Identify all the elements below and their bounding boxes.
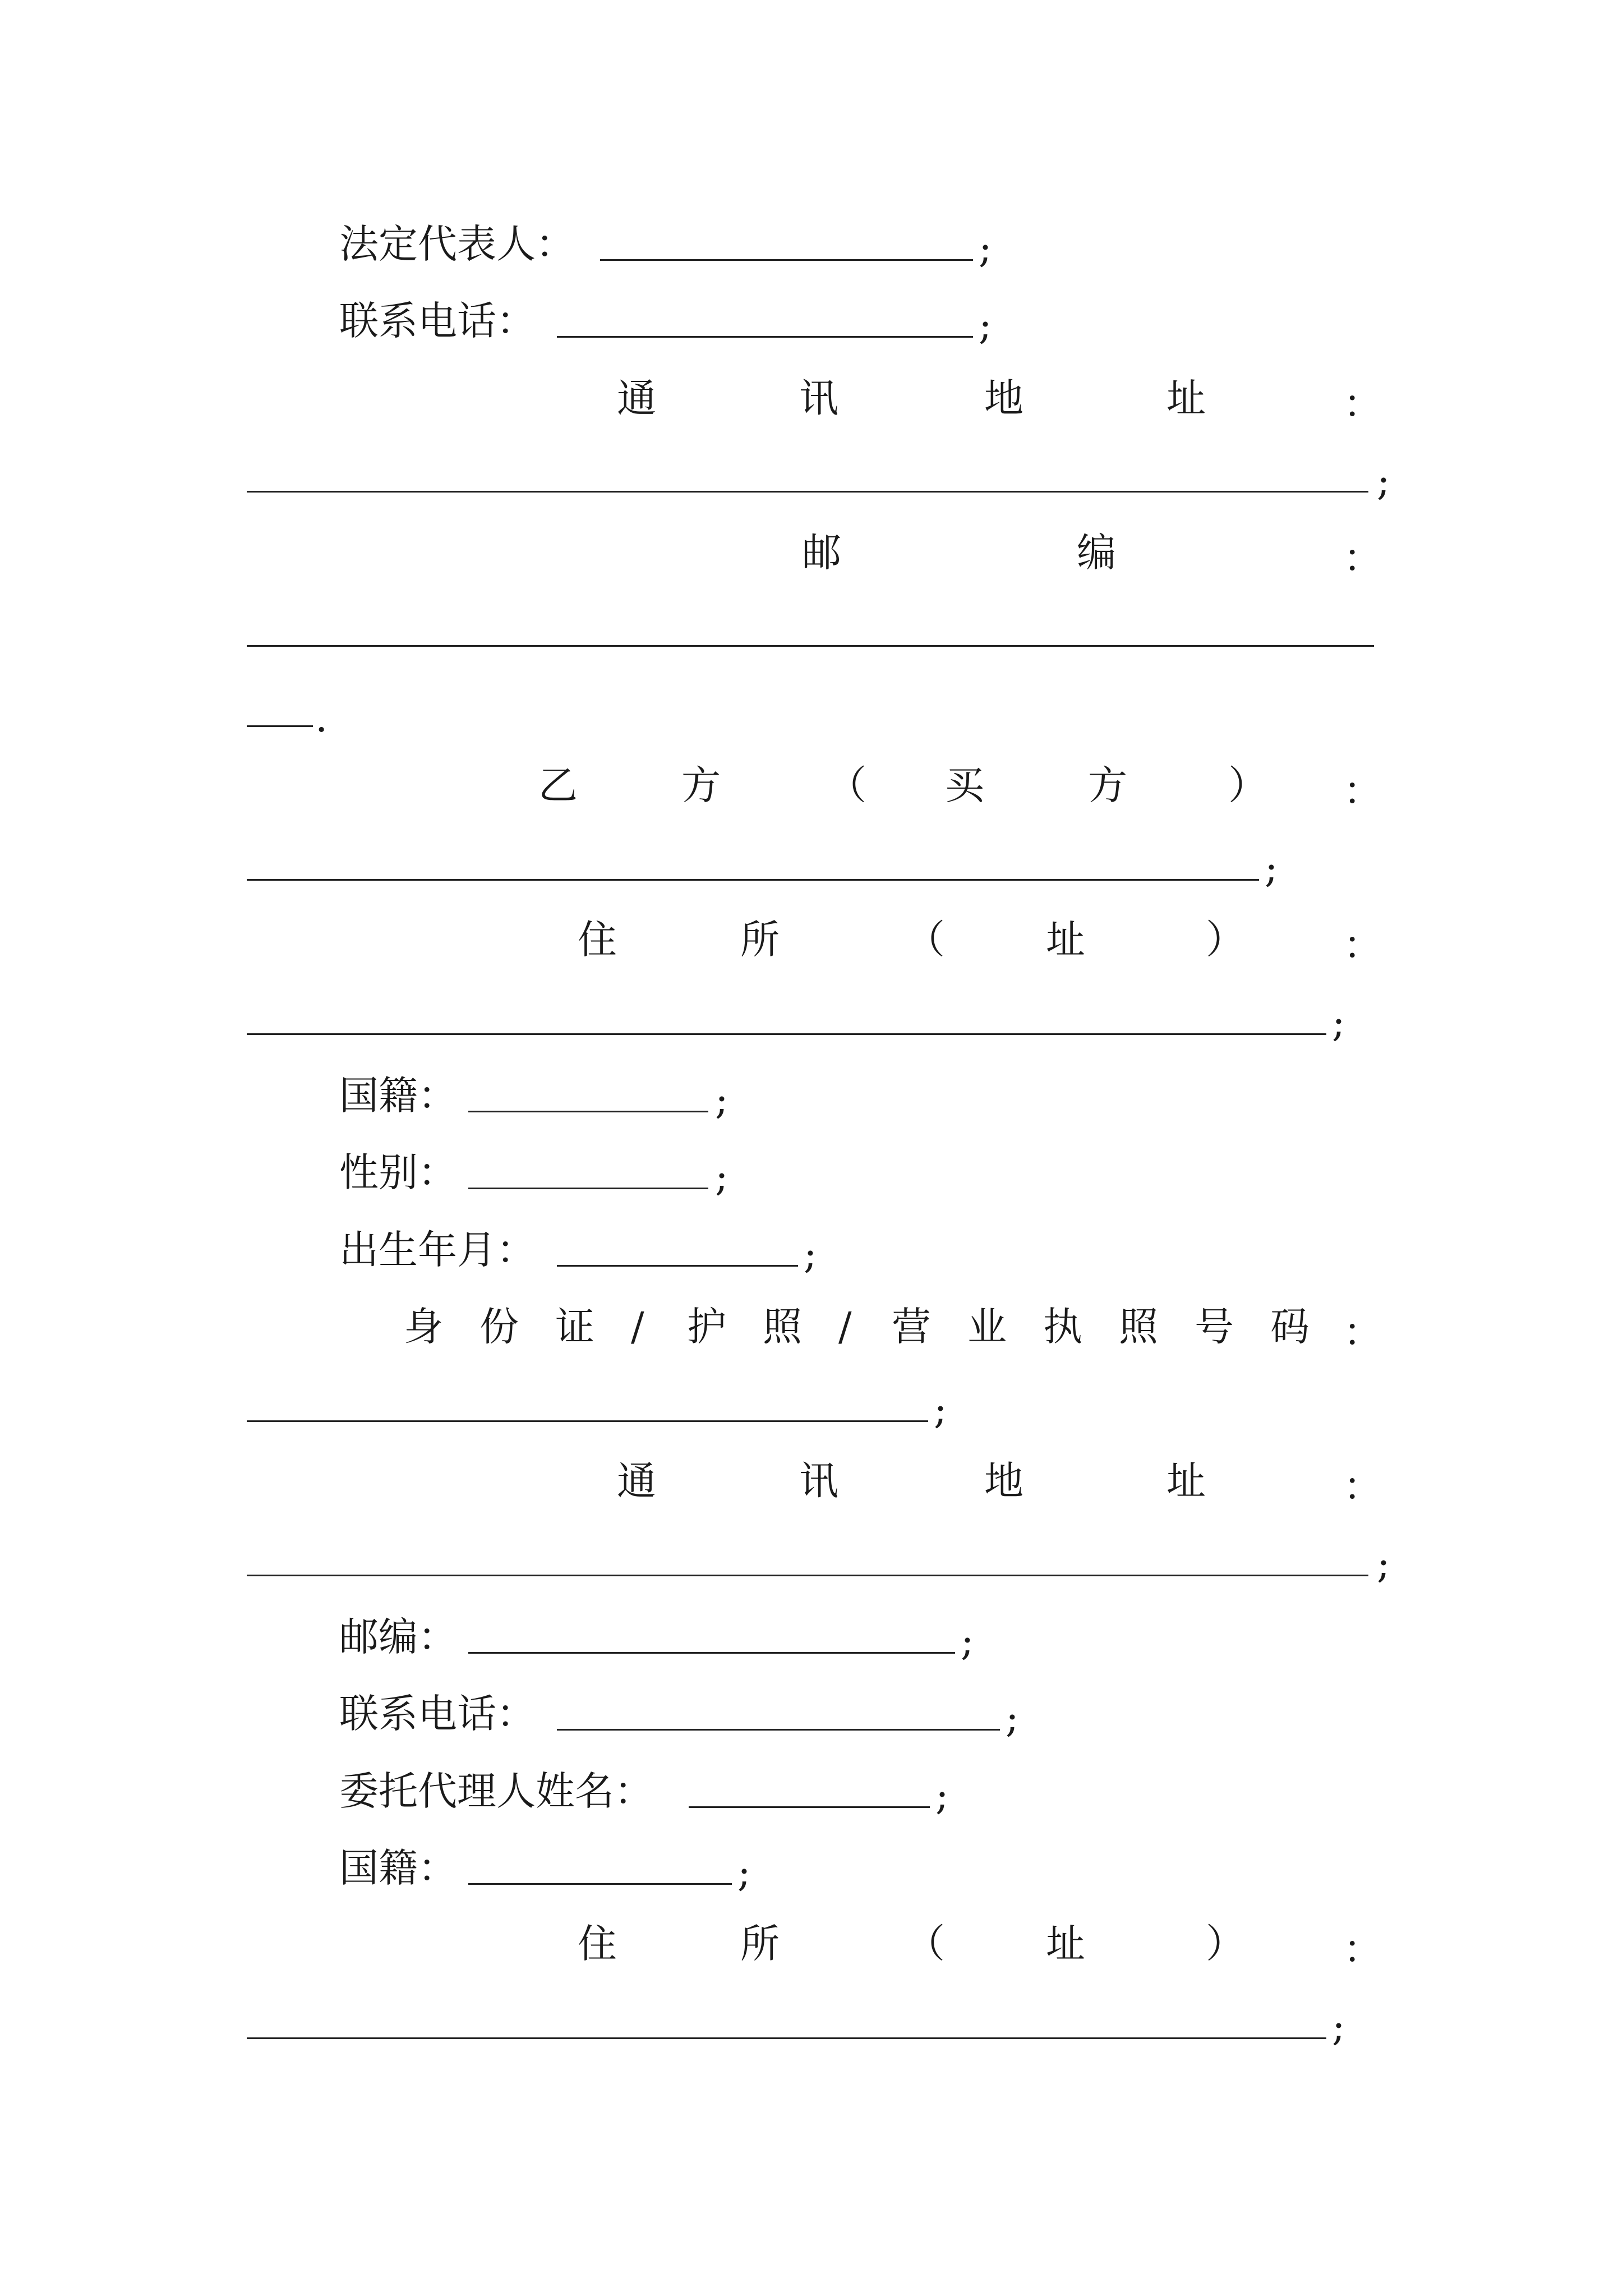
semicolon: ; [1265,845,1278,891]
spread-char: 买 [945,762,984,808]
spread-char: ） [1206,1921,1245,1967]
spread-char: 通 [617,1458,656,1504]
spread-char: 邮 [802,530,841,576]
address-blank-b[interactable] [247,1575,1368,1576]
semicolon: ; [934,1387,947,1433]
semicolon: ; [804,1231,817,1277]
phone-label-a: 联系电话： [339,298,536,344]
spread-char: 营 [892,1304,931,1350]
semicolon: ; [979,226,992,272]
semicolon: ; [1332,2004,1345,2050]
semicolon: ; [715,1154,728,1200]
nationality-blank-b[interactable] [468,1111,708,1112]
spread-char: （ [906,917,945,963]
spread-char: 方 [681,762,721,808]
period: . [315,695,328,741]
spread-char: 住 [578,1921,617,1967]
spread-char: 住 [578,917,617,963]
residence-blank-b[interactable] [247,1033,1326,1035]
residence-blank-agent[interactable] [247,2037,1326,2039]
spread-char: 码 [1270,1304,1310,1350]
semicolon: ; [1377,1541,1390,1587]
spread-char: 方 [1088,762,1127,808]
agent-name-label: 委托代理人姓名： [339,1768,653,1814]
spread-char: 讯 [799,1458,838,1504]
spread-char: 址 [1046,1921,1085,1967]
semicolon: ; [935,1773,949,1819]
birth-label: 出生年月： [339,1227,536,1273]
spread-char: 所 [740,917,780,963]
semicolon: ; [961,1618,974,1664]
spread-char: ） [1206,917,1245,963]
nationality-label-b: 国籍： [339,1073,457,1119]
spread-char: ： [1343,1926,1382,1972]
spread-char: ） [1228,762,1267,808]
spread-char: 所 [740,1921,780,1967]
legal-representative-blank[interactable] [600,259,973,261]
spread-char: 业 [967,1304,1007,1350]
semicolon: ; [1006,1695,1019,1741]
nationality-label-agent: 国籍： [339,1845,457,1891]
nationality-blank-agent[interactable] [468,1883,732,1885]
legal-representative-label: 法定代表人： [339,221,575,267]
birth-blank[interactable] [557,1265,798,1267]
postcode-label-b: 邮编： [339,1614,457,1660]
party-b-blank[interactable] [247,879,1259,881]
spread-char: 址 [1166,375,1206,421]
spread-char: 址 [1166,1458,1206,1504]
postcode-blank-a[interactable] [247,645,1374,647]
spread-char: 讯 [799,375,838,421]
postcode-blank-b[interactable] [468,1652,955,1654]
gender-blank[interactable] [468,1188,708,1189]
spread-char: 址 [1046,917,1085,963]
spread-char: / [631,1304,644,1350]
agent-name-blank[interactable] [689,1806,930,1808]
spread-char: ： [1343,1309,1382,1355]
phone-blank-b[interactable] [557,1729,1000,1731]
semicolon: ; [1332,1000,1345,1046]
spread-char: / [838,1304,852,1350]
spread-char: 通 [617,375,656,421]
spread-char: 号 [1195,1304,1234,1350]
spread-char: 护 [687,1304,726,1350]
spread-char: ： [1343,1464,1382,1510]
spread-char: 照 [1119,1304,1158,1350]
spread-char: 编 [1077,530,1116,576]
spread-char: 执 [1043,1304,1082,1350]
address-blank-a[interactable] [247,491,1368,493]
semicolon: ; [1377,458,1390,504]
phone-blank-a[interactable] [557,336,973,338]
spread-char: （ [906,1921,945,1967]
postcode-blank-a-cont[interactable] [247,725,313,727]
phone-label-b: 联系电话： [339,1691,536,1737]
spread-char: 地 [984,1458,1023,1504]
spread-char: （ [827,762,866,808]
spread-char: 照 [763,1304,802,1350]
semicolon: ; [737,1849,751,1895]
spread-char: ： [1343,768,1382,814]
spread-char: ： [1343,922,1382,968]
gender-label: 性别： [339,1149,457,1195]
semicolon: ; [715,1077,728,1123]
spread-char: ： [1343,381,1382,427]
spread-char: 证 [555,1304,594,1350]
semicolon: ; [979,302,992,348]
spread-char: 地 [984,375,1023,421]
spread-char: 乙 [538,762,578,808]
id-number-blank[interactable] [247,1420,928,1422]
spread-char: 身 [404,1304,443,1350]
spread-char: ： [1343,535,1382,581]
spread-char: 份 [479,1304,519,1350]
